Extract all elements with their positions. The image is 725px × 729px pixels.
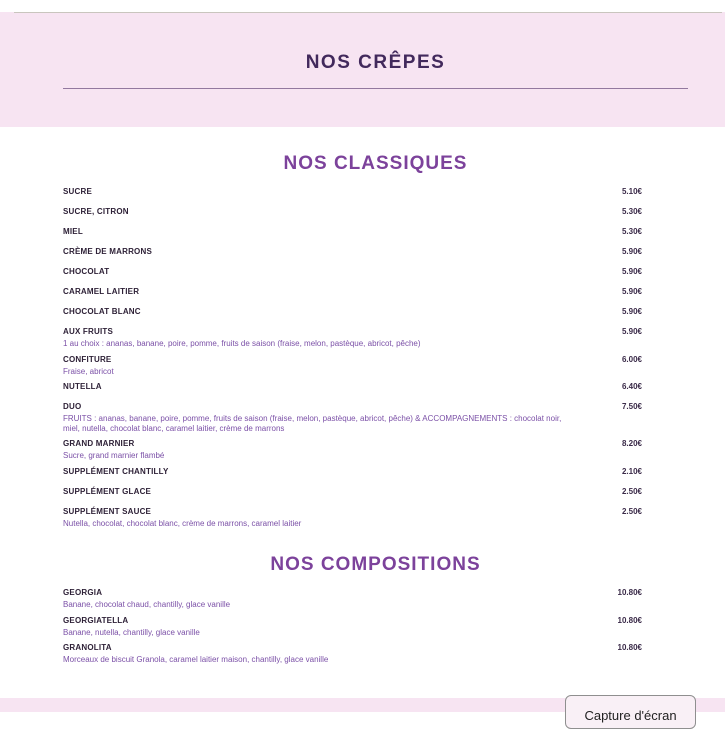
menu-item [63,307,642,317]
menu-item-price: 2.10€ [621,466,642,476]
section-classiques [0,154,725,528]
menu-item-name: GEORGIATELLA [63,615,129,625]
menu-item-description: Fraise, abricot [63,366,114,376]
menu-item-name: GEORGIA [63,588,103,597]
top-divider [14,12,722,13]
menu-item [63,616,642,638]
menu-item-row [63,439,642,449]
menu-item-row [63,227,642,237]
menu-item-description: Banane, nutella, chantilly, glace vanille [63,627,200,637]
section-heading: NOS CLASSIQUES [283,153,468,174]
section-compositions [0,555,725,665]
menu-item-row [63,267,642,277]
menu-item-row [63,467,642,477]
menu-item-row [63,287,642,297]
menu-item-name: SUCRE, CITRON [63,207,129,216]
menu-item-row [63,507,642,517]
menu-item-row [63,187,642,197]
menu-item-price: 10.80€ [617,615,642,625]
menu-item-name: SUPPLÉMENT GLACE [63,486,152,496]
menu-item [63,327,642,349]
menu-item [63,207,642,217]
menu-header [0,12,725,127]
menu-item [63,382,642,392]
menu-item-price: 10.80€ [617,643,642,652]
menu-item [63,588,642,610]
menu-item-name: CARAMEL LAITIER [63,287,140,296]
menu-item-price: 5.90€ [621,307,642,316]
menu-item [63,507,642,529]
menu-item-price: 2.50€ [621,486,642,496]
menu-item-price: 10.80€ [617,588,642,597]
header-divider [63,88,688,89]
menu-item-price: 5.90€ [621,287,642,296]
menu-item-name: GRAND MARNIER [63,439,135,448]
menu-item-description: Nutella, chocolat, chocolat blanc, crème de marrons, caramel laitier [63,518,302,528]
menu-item-row [63,402,642,412]
menu-item-description: FRUITS : ananas, banane, poire, pomme, fruits de saison (fraise, melon, pastèque, abricot, pêche) & ACCOMPAGNEMENTS : chocolat noir, miel, nutella, chocolat blanc, caramel laitier, crème de marrons [63,414,562,433]
menu-item-price: 6.40€ [621,382,642,391]
menu-item [63,227,642,237]
item-list [63,588,642,665]
menu-item-name: MIEL [63,227,83,236]
menu-item-price: 5.90€ [621,267,642,276]
menu-item-name: CONFITURE [63,354,112,364]
menu-item-description: Sucre, grand marnier flambé [63,451,165,460]
section-heading-wrap [63,555,688,574]
menu-item-description: Morceaux de biscuit Granola, caramel laitier maison, chantilly, glace vanille [63,655,329,664]
menu-item-row [63,247,642,257]
menu-item [63,287,642,297]
menu-item-price: 5.90€ [621,327,642,336]
menu-item-row [63,355,642,365]
menu-item-price: 5.30€ [621,227,642,236]
menu-item-name: DUO [63,402,82,411]
menu-item-name: NUTELLA [63,382,102,391]
page-title: NOS CRÊPES [305,52,446,73]
menu-item-row [63,643,642,653]
menu-item-price: 7.50€ [621,402,642,411]
menu-item-row [63,616,642,626]
menu-item [63,467,642,477]
menu-item-name: SUCRE [63,187,93,196]
menu-content [0,154,725,665]
menu-item [63,267,642,277]
menu-item-name: SUPPLÉMENT SAUCE [63,506,152,516]
menu-item-name: CHOCOLAT [63,267,110,276]
menu-item-price: 5.10€ [621,187,642,196]
menu-item-description: 1 au choix : ananas, banane, poire, pomme, fruits de saison (fraise, melon, pastèque, abricot, pêche) [63,339,421,348]
menu-item [63,402,642,433]
menu-item-price: 6.00€ [621,354,642,364]
section-heading: NOS COMPOSITIONS [270,554,481,575]
menu-item-price: 2.50€ [621,506,642,516]
screenshot-button[interactable]: Capture d'écran [565,695,696,729]
menu-item [63,439,642,461]
menu-item-row [63,382,642,392]
section-heading-wrap [63,154,688,173]
menu-item-price: 5.30€ [621,207,642,216]
menu-item-name: SUPPLÉMENT CHANTILLY [63,466,169,476]
menu-item-row [63,307,642,317]
header-inner [63,53,688,89]
menu-item-row [63,327,642,337]
menu-item-description: Banane, chocolat chaud, chantilly, glace vanille [63,600,231,609]
menu-item [63,247,642,257]
menu-item-name: GRANOLITA [63,643,112,652]
menu-item-row [63,588,642,598]
menu-item [63,643,642,665]
menu-item-row [63,487,642,497]
menu-item [63,187,642,197]
menu-item-name: CRÈME DE MARRONS [63,247,152,256]
menu-item [63,487,642,497]
menu-item-price: 8.20€ [621,439,642,448]
menu-item-row [63,207,642,217]
menu-item-name: CHOCOLAT BLANC [63,307,141,316]
item-list [63,187,642,528]
menu-item [63,355,642,377]
menu-item-name: AUX FRUITS [63,327,113,336]
menu-item-price: 5.90€ [621,247,642,256]
